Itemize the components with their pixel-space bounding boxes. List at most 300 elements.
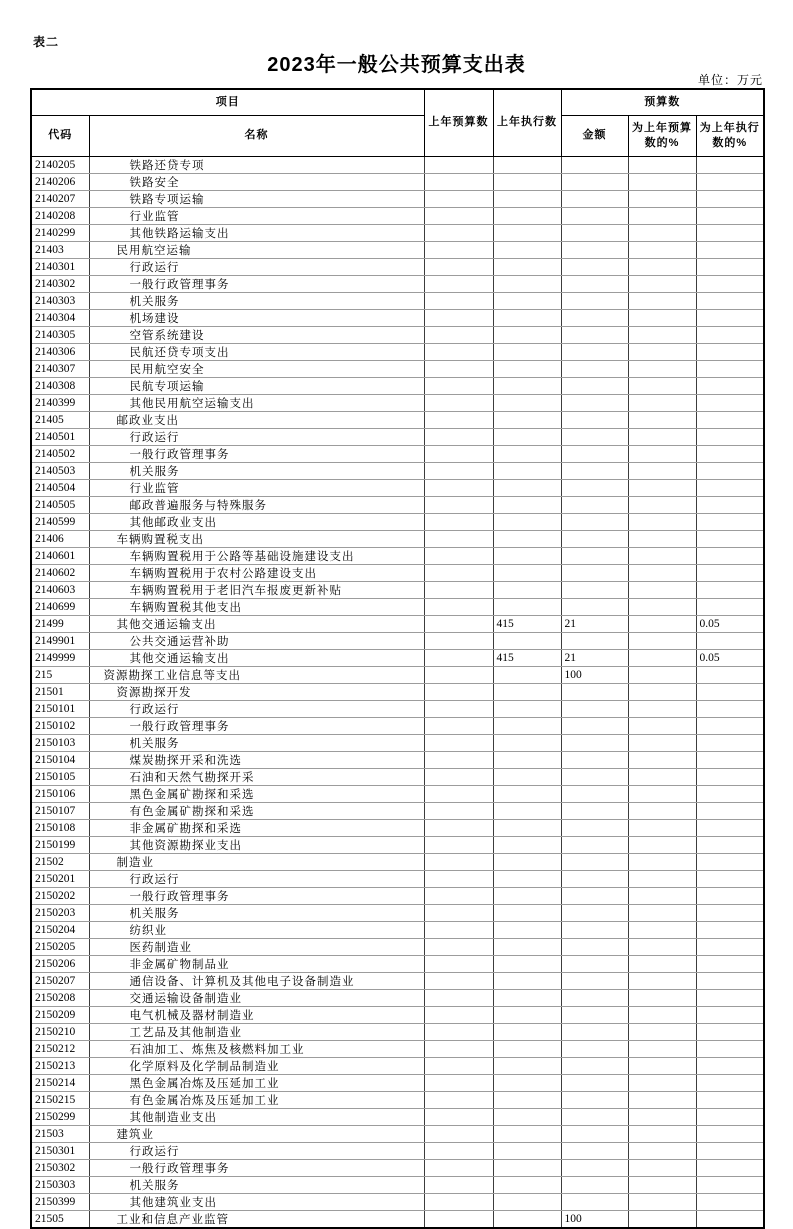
cell-amount [561,836,628,853]
cell-name: 电气机械及器材制造业 [89,1006,424,1023]
cell-amount [561,1091,628,1108]
cell-pct-prev-budget [628,938,696,955]
cell-name: 行政运行 [89,870,424,887]
table-row [31,870,764,887]
table-row [31,649,764,666]
cell-amount: 100 [561,1210,628,1228]
cell-prev-year-actual [493,717,561,734]
cell-name: 一般行政管理事务 [89,445,424,462]
cell-pct-prev-actual [696,479,764,496]
table-row [31,343,764,360]
cell-pct-prev-actual [696,513,764,530]
cell-name: 一般行政管理事务 [89,887,424,904]
table-row [31,836,764,853]
cell-pct-prev-actual [696,904,764,921]
cell-pct-prev-budget [628,717,696,734]
table-row [31,1159,764,1176]
cell-code: 2140308 [31,377,89,394]
cell-amount [561,292,628,309]
cell-name: 其他民用航空运输支出 [89,394,424,411]
cell-pct-prev-actual [696,751,764,768]
cell-prev-year-actual [493,564,561,581]
cell-name: 车辆购置税用于农村公路建设支出 [89,564,424,581]
cell-pct-prev-budget [628,343,696,360]
cell-pct-prev-budget [628,989,696,1006]
cell-code: 21503 [31,1125,89,1142]
cell-amount [561,802,628,819]
cell-prev-year-budget [424,717,493,734]
cell-pct-prev-budget [628,972,696,989]
cell-code: 2150105 [31,768,89,785]
cell-pct-prev-budget [628,309,696,326]
cell-name: 煤炭勘探开采和洗选 [89,751,424,768]
cell-pct-prev-budget [628,1108,696,1125]
cell-prev-year-budget [424,615,493,632]
cell-name: 机场建设 [89,309,424,326]
table-row [31,496,764,513]
cell-code: 2149901 [31,632,89,649]
cell-prev-year-actual [493,1210,561,1228]
cell-prev-year-actual [493,479,561,496]
cell-amount [561,1006,628,1023]
cell-pct-prev-budget [628,496,696,513]
cell-name: 机关服务 [89,462,424,479]
cell-prev-year-actual [493,343,561,360]
cell-pct-prev-budget [628,921,696,938]
cell-amount [561,598,628,615]
cell-prev-year-budget [424,292,493,309]
cell-code: 21403 [31,241,89,258]
cell-prev-year-budget [424,479,493,496]
cell-prev-year-actual [493,360,561,377]
table-row [31,1006,764,1023]
cell-pct-prev-actual [696,1142,764,1159]
cell-prev-year-actual [493,156,561,173]
cell-pct-prev-actual [696,938,764,955]
cell-code: 2150199 [31,836,89,853]
cell-name: 行业监管 [89,479,424,496]
cell-prev-year-actual [493,513,561,530]
table-row [31,1125,764,1142]
cell-pct-prev-budget [628,411,696,428]
cell-amount [561,394,628,411]
cell-pct-prev-budget [628,258,696,275]
cell-pct-prev-actual [696,1176,764,1193]
cell-pct-prev-actual [696,564,764,581]
cell-amount [561,972,628,989]
cell-code: 2150103 [31,734,89,751]
cell-prev-year-actual [493,292,561,309]
cell-prev-year-budget [424,649,493,666]
cell-amount [561,326,628,343]
cell-prev-year-budget [424,207,493,224]
cell-pct-prev-budget [628,700,696,717]
cell-name: 邮政普遍服务与特殊服务 [89,496,424,513]
cell-prev-year-actual [493,887,561,904]
cell-amount [561,360,628,377]
cell-prev-year-actual [493,326,561,343]
cell-code: 2140601 [31,547,89,564]
cell-pct-prev-budget [628,734,696,751]
table-row [31,1108,764,1125]
cell-amount [561,751,628,768]
cell-amount [561,887,628,904]
table-row [31,615,764,632]
cell-prev-year-budget [424,241,493,258]
cell-amount [561,564,628,581]
cell-pct-prev-budget [628,462,696,479]
cell-pct-prev-budget [628,870,696,887]
cell-code: 2149999 [31,649,89,666]
cell-prev-year-actual [493,190,561,207]
cell-prev-year-budget [424,462,493,479]
cell-prev-year-budget [424,853,493,870]
cell-amount [561,955,628,972]
cell-code: 2140302 [31,275,89,292]
cell-prev-year-actual [493,1091,561,1108]
cell-name: 工业和信息产业监管 [89,1210,424,1228]
cell-amount [561,411,628,428]
cell-code: 2140306 [31,343,89,360]
cell-prev-year-budget [424,581,493,598]
cell-pct-prev-budget [628,887,696,904]
cell-pct-prev-actual [696,1057,764,1074]
cell-code: 21499 [31,615,89,632]
cell-pct-prev-actual [696,1074,764,1091]
cell-amount [561,547,628,564]
cell-name: 有色金属冶炼及压延加工业 [89,1091,424,1108]
table-row [31,411,764,428]
cell-name: 车辆购置税用于公路等基础设施建设支出 [89,547,424,564]
cell-prev-year-budget [424,972,493,989]
header-code: 代码 [31,115,89,156]
cell-pct-prev-actual [696,836,764,853]
table-row [31,564,764,581]
cell-code: 2150209 [31,1006,89,1023]
table-row [31,1210,764,1228]
cell-prev-year-budget [424,564,493,581]
cell-pct-prev-actual [696,445,764,462]
cell-code: 215 [31,666,89,683]
cell-name: 一般行政管理事务 [89,275,424,292]
cell-code: 21505 [31,1210,89,1228]
cell-prev-year-actual [493,751,561,768]
cell-prev-year-actual [493,1006,561,1023]
cell-pct-prev-budget [628,615,696,632]
cell-name: 机关服务 [89,734,424,751]
cell-prev-year-actual [493,428,561,445]
cell-pct-prev-budget [628,1023,696,1040]
cell-prev-year-actual [493,904,561,921]
cell-code: 2140505 [31,496,89,513]
table-row [31,190,764,207]
cell-amount [561,683,628,700]
cell-prev-year-actual [493,598,561,615]
header-budget-group: 预算数 [561,89,764,115]
cell-prev-year-budget [424,751,493,768]
cell-prev-year-actual [493,207,561,224]
cell-prev-year-actual [493,1125,561,1142]
cell-pct-prev-actual [696,632,764,649]
cell-amount [561,241,628,258]
cell-prev-year-budget [424,1057,493,1074]
cell-pct-prev-actual [696,819,764,836]
cell-pct-prev-budget [628,1193,696,1210]
cell-pct-prev-budget [628,1006,696,1023]
cell-code: 2150102 [31,717,89,734]
budget-table [30,88,765,1229]
cell-pct-prev-actual [696,1023,764,1040]
cell-code: 2140602 [31,564,89,581]
table-row [31,547,764,564]
cell-name: 石油加工、炼焦及核燃料加工业 [89,1040,424,1057]
cell-pct-prev-budget [628,649,696,666]
cell-code: 2140205 [31,156,89,173]
cell-code: 2150212 [31,1040,89,1057]
cell-amount [561,428,628,445]
cell-pct-prev-actual [696,530,764,547]
cell-code: 21502 [31,853,89,870]
cell-prev-year-actual: 415 [493,649,561,666]
cell-name: 车辆购置税其他支出 [89,598,424,615]
cell-prev-year-actual [493,496,561,513]
table-row [31,972,764,989]
cell-code: 2150201 [31,870,89,887]
cell-prev-year-actual [493,955,561,972]
table-row [31,156,764,173]
cell-pct-prev-actual [696,1210,764,1228]
cell-pct-prev-budget [628,207,696,224]
table-row [31,309,764,326]
cell-prev-year-actual [493,309,561,326]
cell-amount [561,819,628,836]
cell-code: 21406 [31,530,89,547]
cell-pct-prev-actual [696,717,764,734]
cell-prev-year-budget [424,1023,493,1040]
cell-prev-year-actual [493,972,561,989]
cell-code: 2140307 [31,360,89,377]
cell-prev-year-actual [493,938,561,955]
cell-pct-prev-budget [628,241,696,258]
cell-name: 纺织业 [89,921,424,938]
table-row [31,428,764,445]
table-row [31,598,764,615]
cell-pct-prev-budget [628,1176,696,1193]
cell-pct-prev-budget [628,904,696,921]
cell-code: 2140305 [31,326,89,343]
form-label: 表二 [33,35,60,49]
cell-code: 2150213 [31,1057,89,1074]
cell-prev-year-actual [493,1023,561,1040]
cell-prev-year-actual [493,275,561,292]
cell-pct-prev-actual [696,258,764,275]
table-row [31,785,764,802]
cell-amount: 21 [561,615,628,632]
cell-amount [561,1108,628,1125]
cell-code: 2150399 [31,1193,89,1210]
table-row [31,360,764,377]
cell-code: 2140503 [31,462,89,479]
cell-pct-prev-budget [628,530,696,547]
cell-pct-prev-actual [696,241,764,258]
cell-prev-year-budget [424,1159,493,1176]
header-row-1 [31,89,764,115]
cell-pct-prev-budget [628,224,696,241]
table-row [31,394,764,411]
cell-pct-prev-budget [628,445,696,462]
cell-pct-prev-actual [696,1125,764,1142]
cell-code: 2140207 [31,190,89,207]
cell-amount [561,445,628,462]
cell-pct-prev-actual [696,666,764,683]
table-row [31,768,764,785]
cell-amount [561,581,628,598]
cell-pct-prev-actual [696,700,764,717]
cell-prev-year-budget [424,530,493,547]
cell-prev-year-actual [493,1057,561,1074]
cell-name: 工艺品及其他制造业 [89,1023,424,1040]
cell-pct-prev-actual [696,547,764,564]
table-row [31,989,764,1006]
cell-amount [561,173,628,190]
cell-prev-year-budget [424,989,493,1006]
cell-code: 2140501 [31,428,89,445]
cell-pct-prev-actual [696,326,764,343]
cell-name: 行政运行 [89,1142,424,1159]
table-row [31,513,764,530]
cell-code: 2140304 [31,309,89,326]
cell-prev-year-actual [493,802,561,819]
cell-pct-prev-actual [696,955,764,972]
cell-pct-prev-actual [696,683,764,700]
cell-pct-prev-actual [696,496,764,513]
cell-prev-year-budget [424,190,493,207]
cell-code: 2150215 [31,1091,89,1108]
cell-prev-year-budget [424,411,493,428]
cell-prev-year-budget [424,598,493,615]
cell-prev-year-budget [424,683,493,700]
cell-amount [561,989,628,1006]
cell-name: 民用航空安全 [89,360,424,377]
cell-code: 2150108 [31,819,89,836]
header-prev-year-budget: 上年预算数 [424,89,493,156]
cell-pct-prev-budget [628,955,696,972]
cell-code: 2150208 [31,989,89,1006]
cell-pct-prev-budget [628,802,696,819]
cell-prev-year-actual [493,819,561,836]
cell-prev-year-actual [493,411,561,428]
table-row [31,462,764,479]
cell-pct-prev-actual [696,1091,764,1108]
cell-code: 2150214 [31,1074,89,1091]
cell-pct-prev-budget [628,479,696,496]
cell-prev-year-budget [424,1176,493,1193]
cell-name: 车辆购置税支出 [89,530,424,547]
table-row [31,819,764,836]
cell-name: 通信设备、计算机及其他电子设备制造业 [89,972,424,989]
cell-pct-prev-budget [628,292,696,309]
cell-prev-year-budget [424,173,493,190]
cell-prev-year-actual [493,870,561,887]
cell-amount [561,1023,628,1040]
cell-prev-year-budget [424,921,493,938]
cell-prev-year-actual [493,1159,561,1176]
table-row [31,1091,764,1108]
cell-prev-year-budget [424,1193,493,1210]
cell-pct-prev-actual [696,343,764,360]
cell-name: 民航专项运输 [89,377,424,394]
cell-name: 黑色金属冶炼及压延加工业 [89,1074,424,1091]
cell-prev-year-actual [493,700,561,717]
cell-pct-prev-actual [696,156,764,173]
table-row [31,632,764,649]
cell-prev-year-actual [493,445,561,462]
cell-name: 其他邮政业支出 [89,513,424,530]
cell-name: 民航还贷专项支出 [89,343,424,360]
cell-pct-prev-actual [696,887,764,904]
table-row [31,853,764,870]
cell-pct-prev-budget [628,853,696,870]
header-name: 名称 [89,115,424,156]
cell-code: 2150206 [31,955,89,972]
cell-name: 行政运行 [89,700,424,717]
cell-pct-prev-actual [696,785,764,802]
cell-pct-prev-budget [628,598,696,615]
cell-prev-year-budget [424,258,493,275]
cell-prev-year-actual [493,1108,561,1125]
cell-prev-year-budget [424,1091,493,1108]
cell-amount [561,479,628,496]
cell-pct-prev-actual [696,360,764,377]
cell-prev-year-budget [424,785,493,802]
cell-prev-year-budget [424,836,493,853]
cell-code: 21501 [31,683,89,700]
cell-prev-year-budget [424,1125,493,1142]
table-row [31,445,764,462]
cell-pct-prev-budget [628,564,696,581]
cell-code: 2140502 [31,445,89,462]
cell-pct-prev-actual [696,1193,764,1210]
cell-code: 2140603 [31,581,89,598]
cell-pct-prev-budget [628,683,696,700]
cell-name: 车辆购置税用于老旧汽车报废更新补贴 [89,581,424,598]
cell-prev-year-budget [424,309,493,326]
cell-name: 制造业 [89,853,424,870]
cell-code: 2140299 [31,224,89,241]
cell-amount [561,1176,628,1193]
cell-name: 化学原料及化学制品制造业 [89,1057,424,1074]
table-row [31,326,764,343]
cell-pct-prev-budget [628,513,696,530]
table-row [31,700,764,717]
cell-prev-year-budget [424,1108,493,1125]
cell-name: 行政运行 [89,428,424,445]
table-body [31,156,764,1228]
cell-prev-year-actual [493,1142,561,1159]
cell-code: 21405 [31,411,89,428]
cell-pct-prev-actual [696,1040,764,1057]
cell-code: 2150301 [31,1142,89,1159]
cell-name: 机关服务 [89,292,424,309]
cell-prev-year-budget [424,1142,493,1159]
cell-code: 2150207 [31,972,89,989]
cell-name: 行业监管 [89,207,424,224]
table-row [31,224,764,241]
cell-code: 2150205 [31,938,89,955]
cell-prev-year-actual [493,394,561,411]
cell-pct-prev-budget [628,156,696,173]
cell-prev-year-budget [424,700,493,717]
